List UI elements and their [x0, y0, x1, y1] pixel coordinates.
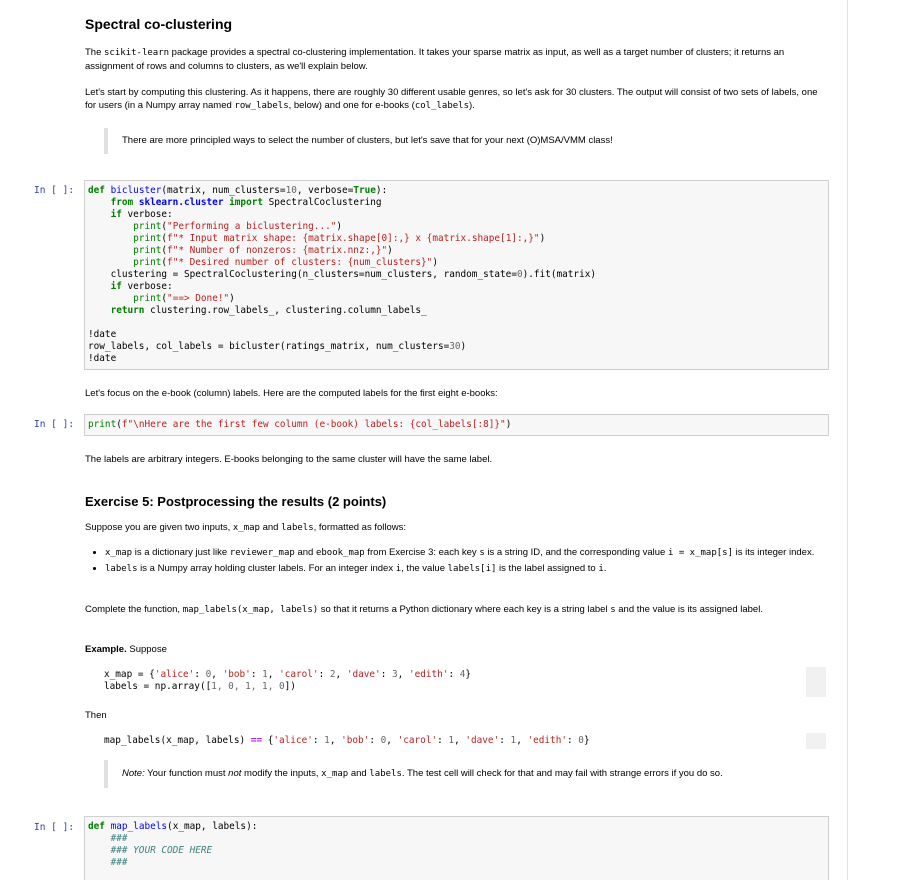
blockquote-clusters: There are more principled ways to select the number of clusters, but let's save that for your next (O)MSA/VMM class! — [104, 128, 830, 154]
markdown-cell-intro — [85, 46, 830, 73]
markdown-cell-suppose: Suppose you are given two inputs, x_map and labels, formatted as follows: — [85, 522, 407, 533]
code-cell-bicluster[interactable]: def bicluster(matrix, num_clusters=10, verbose=True): from sklearn.cluster import SpectralCoclustering if verbose: print("Performing a biclustering...") print(f"* Input matrix shape: {matrix.shape[0]:,} x {matrix.shape[1]:,}") print(f"* Number of nonzeros: {matrix.nnz:,}") print(f"* Desired number of clusters: {num_clusters}") clustering = SpectralCoclustering(n_clusters=num_clusters, random_state=0).fit(matrix) if verbose: print("==> Done!") return clustering.row_labels_, clustering.column_labels_ !date row_labels, col_labels = bicluster(ratings_matrix, num_clusters=30) !date — [84, 180, 829, 370]
markdown-cell-then: Then — [85, 710, 107, 721]
code-block-scrollbar[interactable] — [806, 667, 826, 697]
blockquote-note: Note: Your function must not modify the inputs, x_map and labels. The test cell will check for that and may fail with strange errors if you do so. — [104, 760, 830, 788]
example-code-block: x_map = {'alice': 0, 'bob': 1, 'carol': 2, 'dave': 3, 'edith': 4} labels = np.array([1, 0, 1, 1, 0]) — [104, 669, 472, 692]
cell-prompt: In [ ]: — [34, 822, 75, 833]
code-cell-print-labels[interactable]: print(f"\nHere are the first few column (e-book) labels: {col_labels[:8]}") — [84, 414, 829, 436]
markdown-cell-spectral — [85, 18, 830, 31]
section-heading: Spectral co-clustering — [85, 16, 233, 32]
exercise-heading: Exercise 5: Postprocessing the results (2 points) — [85, 494, 387, 509]
markdown-cell-example: Example. Suppose — [85, 644, 167, 655]
code-block-scrollbar[interactable] — [806, 733, 826, 749]
code-cell-map-labels[interactable]: def map_labels(x_map, labels): ### ### YOUR CODE HERE ### — [84, 816, 829, 880]
start-paragraph: Let's start by computing this clustering. As it happens, there are roughly 30 different usable genres, so let's ask for 30 clusters. The output will consist of two sets of labels, one for users (in a Numpy array named row_labels, below) and one for e-books (col_labels). — [85, 87, 818, 111]
cell-prompt: In [ ]: — [34, 185, 75, 196]
cell-prompt: In [ ]: — [34, 419, 75, 430]
list-item: • x_map is a dictionary just like reviewer_map and ebook_map from Exercise 3: each key s is a string ID, and the corresponding value i = x_map[s] is its integer index. — [105, 546, 830, 560]
markdown-cell-exercise5 — [85, 495, 830, 508]
markdown-cell-complete: Complete the function, map_labels(x_map, labels) so that it returns a Python dictionary where each key is a string label s and the value is its assigned label. — [85, 604, 763, 615]
input-description-list — [85, 546, 830, 576]
inline-code: col_labels — [414, 101, 470, 111]
markdown-cell-bullets — [85, 546, 830, 576]
notebook-right-border — [847, 0, 848, 880]
markdown-cell-focus: Let's focus on the e-book (column) labels. Here are the computed labels for the first eight e-books: — [85, 388, 498, 399]
inline-code: scikit-learn — [104, 48, 170, 58]
markdown-cell-arbitrary: The labels are arbitrary integers. E-books belonging to the same cluster will have the same label. — [85, 454, 493, 465]
list-item: • labels is a Numpy array holding cluster labels. For an integer index i, the value labels[i] is the label assigned to i. — [105, 562, 830, 576]
intro-paragraph: The scikit-learn package provides a spectral co-clustering implementation. It takes your sparse matrix as input, as well as a target number of clusters; it returns an assignment of rows and columns to clusters, as we'll explain below. — [85, 47, 785, 72]
expected-output-code: map_labels(x_map, labels) == {'alice': 1, 'bob': 0, 'carol': 1, 'dave': 1, 'edith': 0} — [104, 735, 590, 746]
inline-code: row_labels — [234, 101, 289, 111]
markdown-cell-start — [85, 86, 830, 113]
